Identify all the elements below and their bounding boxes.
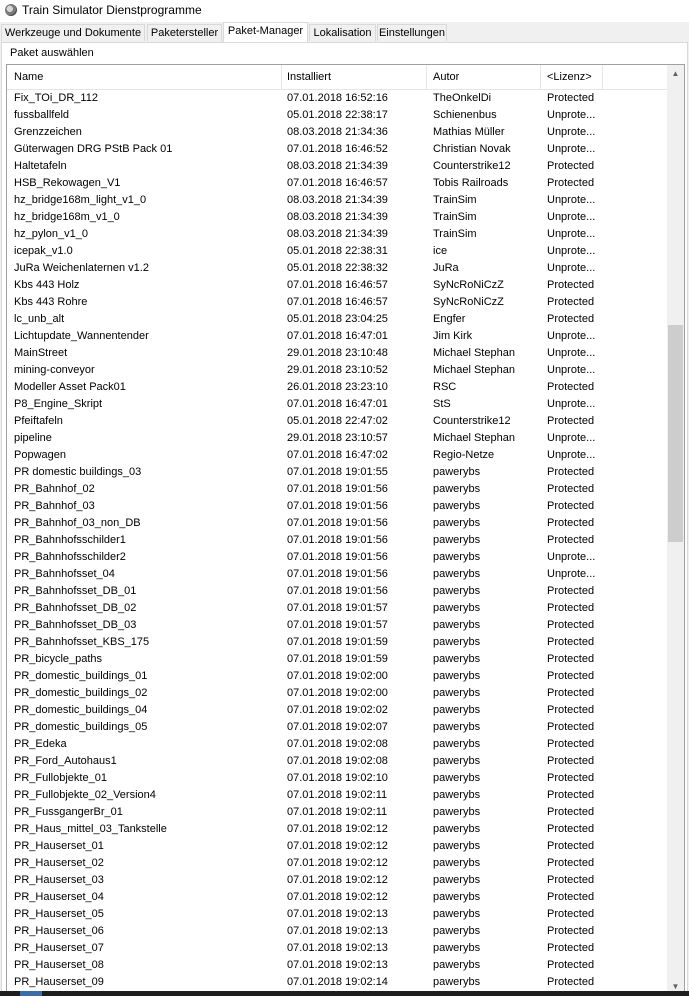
cell-installed: 08.03.2018 21:34:39 (287, 211, 388, 223)
column-header-author[interactable]: Autor (433, 71, 460, 83)
cell-installed: 07.01.2018 16:52:16 (287, 92, 388, 104)
cell-author: pawerybs (433, 959, 481, 971)
cell-installed: 26.01.2018 23:23:10 (287, 381, 388, 393)
cell-installed: 05.01.2018 23:04:25 (287, 313, 388, 325)
cell-installed: 07.01.2018 19:01:56 (287, 500, 388, 512)
cell-author: Counterstrike12 (433, 415, 511, 427)
cell-author: pawerybs (433, 585, 481, 597)
cell-license: Protected (547, 823, 595, 835)
table-row[interactable] (7, 838, 669, 855)
cell-installed: 08.03.2018 21:34:39 (287, 160, 388, 172)
cell-author: pawerybs (433, 619, 481, 631)
table-row[interactable] (7, 634, 669, 651)
cell-license: Protected (547, 177, 595, 189)
vertical-scrollbar[interactable] (667, 65, 684, 995)
cell-name: PR_Edeka (14, 738, 67, 750)
table-row[interactable] (7, 872, 669, 889)
table-row[interactable] (7, 770, 669, 787)
cell-author: ice (433, 245, 448, 257)
cell-author: pawerybs (433, 823, 481, 835)
cell-installed: 07.01.2018 19:01:56 (287, 551, 388, 563)
cell-name: P8_Engine_Skript (14, 398, 103, 410)
cell-installed: 07.01.2018 19:02:12 (287, 891, 388, 903)
cell-installed: 07.01.2018 16:46:52 (287, 143, 388, 155)
cell-name: PR_Bahnhof_03 (14, 500, 95, 512)
cell-installed: 07.01.2018 19:01:55 (287, 466, 388, 478)
table-row[interactable] (7, 787, 669, 804)
taskbar-edge (0, 991, 689, 996)
table-row[interactable] (7, 124, 669, 141)
cell-author: pawerybs (433, 568, 481, 580)
cell-author: Mathias Müller (433, 126, 505, 138)
table-row[interactable] (7, 702, 669, 719)
cell-author: Michael Stephan (433, 432, 515, 444)
cell-name: PR_Bahnhofsschilder2 (14, 551, 126, 563)
cell-name: PR_Hauserset_02 (14, 857, 104, 869)
cell-installed: 07.01.2018 19:02:13 (287, 908, 388, 920)
cell-installed: 05.01.2018 22:38:31 (287, 245, 388, 257)
tab-einstellungen[interactable]: Einstellungen (377, 24, 447, 41)
package-list[interactable] (6, 64, 685, 996)
cell-installed: 07.01.2018 19:02:13 (287, 925, 388, 937)
cell-license: Protected (547, 279, 595, 291)
cell-license: Protected (547, 789, 595, 801)
cell-name: PR_Hauserset_09 (14, 976, 104, 988)
cell-license: Protected (547, 534, 595, 546)
cell-installed: 08.03.2018 21:34:39 (287, 194, 388, 206)
cell-name: PR_bicycle_paths (14, 653, 103, 665)
cell-author: pawerybs (433, 670, 481, 682)
cell-license: Unprote... (547, 143, 596, 155)
cell-installed: 07.01.2018 19:01:59 (287, 653, 388, 665)
column-header-license[interactable]: <Lizenz> (547, 71, 592, 83)
table-row[interactable] (7, 379, 669, 396)
cell-license: Unprote... (547, 228, 596, 240)
cell-license: Unprote... (547, 245, 596, 257)
cell-license: Protected (547, 415, 595, 427)
cell-author: Regio-Netze (433, 449, 495, 461)
cell-name: hz_bridge168m_light_v1_0 (14, 194, 147, 206)
cell-installed: 07.01.2018 19:02:07 (287, 721, 388, 733)
cell-license: Protected (547, 891, 595, 903)
cell-author: pawerybs (433, 925, 481, 937)
window-title: Train Simulator Dienstprogramme (22, 3, 202, 17)
cell-license: Unprote... (547, 126, 596, 138)
cell-license: Protected (547, 840, 595, 852)
cell-installed: 07.01.2018 19:02:12 (287, 823, 388, 835)
cell-name: pipeline (14, 432, 52, 444)
cell-name: PR_Bahnhofsset_04 (14, 568, 115, 580)
cell-name: PR_FussgangerBr_01 (14, 806, 123, 818)
table-row[interactable] (7, 821, 669, 838)
cell-installed: 08.03.2018 21:34:39 (287, 228, 388, 240)
cell-installed: 07.01.2018 19:01:59 (287, 636, 388, 648)
column-header-installed[interactable]: Installiert (287, 71, 332, 83)
cell-name: PR_Hauserset_06 (14, 925, 104, 937)
table-row[interactable] (7, 668, 669, 685)
table-row[interactable] (7, 515, 669, 532)
cell-license: Unprote... (547, 262, 596, 274)
cell-author: Michael Stephan (433, 347, 515, 359)
table-row[interactable] (7, 158, 669, 175)
cell-name: PR_Fullobjekte_02_Version4 (14, 789, 156, 801)
cell-name: hz_bridge168m_v1_0 (14, 211, 120, 223)
cell-license: Protected (547, 976, 595, 988)
cell-author: pawerybs (433, 687, 481, 699)
cell-author: pawerybs (433, 840, 481, 852)
cell-installed: 29.01.2018 23:10:57 (287, 432, 388, 444)
cell-name: PR_Bahnhofsset_DB_01 (14, 585, 137, 597)
cell-license: Unprote... (547, 364, 596, 376)
table-row[interactable] (7, 957, 669, 974)
cell-installed: 29.01.2018 23:10:48 (287, 347, 388, 359)
cell-author: pawerybs (433, 976, 481, 988)
cell-license: Unprote... (547, 109, 596, 121)
table-row[interactable] (7, 345, 669, 362)
cell-name: fussballfeld (14, 109, 70, 121)
table-row[interactable] (7, 685, 669, 702)
cell-name: PR_Ford_Autohaus1 (14, 755, 117, 767)
table-row[interactable] (7, 192, 669, 209)
cell-author: pawerybs (433, 534, 481, 546)
app-icon (5, 4, 17, 16)
cell-author: SyNcRoNiCzZ (433, 279, 504, 291)
cell-installed: 07.01.2018 16:46:57 (287, 177, 388, 189)
cell-license: Protected (547, 160, 595, 172)
cell-name: MainStreet (14, 347, 68, 359)
cell-name: PR_Hauserset_03 (14, 874, 104, 886)
table-row[interactable] (7, 498, 669, 515)
cell-author: Tobis Railroads (433, 177, 509, 189)
table-row[interactable] (7, 719, 669, 736)
cell-license: Protected (547, 925, 595, 937)
cell-installed: 08.03.2018 21:34:36 (287, 126, 388, 138)
cell-name: PR_Bahnhof_03_non_DB (14, 517, 141, 529)
cell-installed: 07.01.2018 19:01:56 (287, 568, 388, 580)
group-label: Paket auswählen (10, 47, 94, 59)
table-row[interactable] (7, 141, 669, 158)
cell-license: Unprote... (547, 568, 596, 580)
cell-author: pawerybs (433, 551, 481, 563)
cell-author: pawerybs (433, 891, 481, 903)
cell-license: Protected (547, 92, 595, 104)
table-row[interactable] (7, 413, 669, 430)
table-row[interactable] (7, 804, 669, 821)
cell-installed: 07.01.2018 16:46:57 (287, 296, 388, 308)
cell-name: PR_Hauserset_01 (14, 840, 104, 852)
table-row[interactable] (7, 447, 669, 464)
cell-author: pawerybs (433, 483, 481, 495)
cell-license: Unprote... (547, 194, 596, 206)
cell-installed: 07.01.2018 19:02:12 (287, 874, 388, 886)
cell-name: PR_domestic_buildings_01 (14, 670, 148, 682)
cell-installed: 07.01.2018 19:01:56 (287, 517, 388, 529)
cell-author: pawerybs (433, 517, 481, 529)
cell-name: hz_pylon_v1_0 (14, 228, 89, 240)
cell-license: Protected (547, 772, 595, 784)
table-row[interactable] (7, 651, 669, 668)
cell-name: mining-conveyor (14, 364, 95, 376)
cell-name: Kbs 443 Rohre (14, 296, 88, 308)
cell-name: Popwagen (14, 449, 66, 461)
cell-installed: 07.01.2018 19:01:57 (287, 602, 388, 614)
cell-author: pawerybs (433, 806, 481, 818)
cell-author: pawerybs (433, 653, 481, 665)
cell-name: PR_Bahnhofsset_DB_03 (14, 619, 137, 631)
scroll-down-arrow-icon[interactable]: ▼ (671, 982, 680, 991)
cell-author: pawerybs (433, 466, 481, 478)
cell-license: Unprote... (547, 211, 596, 223)
tab-lokalisation[interactable]: Lokalisation (309, 24, 376, 41)
cell-license: Protected (547, 687, 595, 699)
cell-name: Fix_TOi_DR_112 (14, 92, 98, 104)
table-row[interactable] (7, 396, 669, 413)
table-row[interactable] (7, 362, 669, 379)
cell-license: Protected (547, 908, 595, 920)
cell-installed: 05.01.2018 22:38:17 (287, 109, 388, 121)
cell-license: Protected (547, 381, 595, 393)
cell-author: TrainSim (433, 194, 477, 206)
column-header-name[interactable]: Name (14, 71, 44, 83)
cell-name: PR_domestic_buildings_05 (14, 721, 148, 733)
cell-name: lc_unb_alt (14, 313, 65, 325)
cell-author: Engfer (433, 313, 466, 325)
table-row[interactable] (7, 906, 669, 923)
cell-license: Protected (547, 602, 595, 614)
cell-installed: 07.01.2018 19:01:56 (287, 585, 388, 597)
cell-author: pawerybs (433, 721, 481, 733)
cell-installed: 05.01.2018 22:47:02 (287, 415, 388, 427)
cell-author: pawerybs (433, 636, 481, 648)
cell-installed: 07.01.2018 19:02:08 (287, 755, 388, 767)
cell-name: PR_Haus_mittel_03_Tankstelle (14, 823, 167, 835)
cell-license: Protected (547, 755, 595, 767)
table-row[interactable] (7, 889, 669, 906)
cell-license: Protected (547, 653, 595, 665)
table-row[interactable] (7, 566, 669, 583)
cell-installed: 07.01.2018 19:02:13 (287, 942, 388, 954)
cell-author: pawerybs (433, 772, 481, 784)
cell-author: pawerybs (433, 738, 481, 750)
cell-name: PR_Bahnhofsset_DB_02 (14, 602, 137, 614)
cell-name: PR_Fullobjekte_01 (14, 772, 107, 784)
cell-name: Güterwagen DRG PStB Pack 01 (14, 143, 173, 155)
cell-installed: 07.01.2018 19:02:11 (287, 789, 388, 801)
cell-license: Protected (547, 704, 595, 716)
cell-license: Unprote... (547, 347, 596, 359)
cell-installed: 29.01.2018 23:10:52 (287, 364, 388, 376)
cell-name: Kbs 443 Holz (14, 279, 80, 291)
cell-license: Unprote... (547, 551, 596, 563)
cell-author: Christian Novak (433, 143, 511, 155)
table-row[interactable] (7, 923, 669, 940)
cell-installed: 07.01.2018 19:02:11 (287, 806, 388, 818)
cell-name: Lichtupdate_Wannentender (14, 330, 149, 342)
cell-installed: 07.01.2018 19:02:12 (287, 857, 388, 869)
tab-strip (0, 22, 689, 43)
cell-name: PR domestic buildings_03 (14, 466, 142, 478)
cell-installed: 07.01.2018 16:47:02 (287, 449, 388, 461)
cell-author: Counterstrike12 (433, 160, 511, 172)
cell-license: Protected (547, 296, 595, 308)
cell-author: pawerybs (433, 704, 481, 716)
cell-author: StS (433, 398, 451, 410)
column-divider[interactable] (602, 65, 603, 89)
cell-author: JuRa (433, 262, 459, 274)
cell-installed: 07.01.2018 19:02:10 (287, 772, 388, 784)
cell-author: Jim Kirk (433, 330, 473, 342)
cell-author: pawerybs (433, 874, 481, 886)
cell-license: Protected (547, 313, 595, 325)
cell-license: Unprote... (547, 330, 596, 342)
cell-name: icepak_v1.0 (14, 245, 73, 257)
table-row[interactable] (7, 107, 669, 124)
cell-name: Haltetafeln (14, 160, 67, 172)
table-row[interactable] (7, 90, 669, 107)
cell-author: pawerybs (433, 942, 481, 954)
table-row[interactable] (7, 600, 669, 617)
cell-installed: 07.01.2018 19:02:12 (287, 840, 388, 852)
cell-author: SyNcRoNiCzZ (433, 296, 504, 308)
table-row[interactable] (7, 583, 669, 600)
cell-author: pawerybs (433, 602, 481, 614)
list-header (7, 65, 669, 90)
cell-installed: 07.01.2018 19:02:00 (287, 687, 388, 699)
cell-installed: 07.01.2018 19:02:00 (287, 670, 388, 682)
table-row[interactable] (7, 260, 669, 277)
cell-author: pawerybs (433, 755, 481, 767)
table-row[interactable] (7, 617, 669, 634)
table-row[interactable] (7, 736, 669, 753)
cell-author: TrainSim (433, 211, 477, 223)
cell-license: Protected (547, 670, 595, 682)
table-row[interactable] (7, 464, 669, 481)
cell-name: PR_Hauserset_08 (14, 959, 104, 971)
table-row[interactable] (7, 430, 669, 447)
cell-name: Pfeiftafeln (14, 415, 63, 427)
cell-installed: 05.01.2018 22:38:32 (287, 262, 388, 274)
table-row[interactable] (7, 226, 669, 243)
cell-author: Schienenbus (433, 109, 497, 121)
cell-license: Unprote... (547, 398, 596, 410)
cell-license: Protected (547, 857, 595, 869)
cell-name: Modeller Asset Pack01 (14, 381, 126, 393)
cell-author: pawerybs (433, 857, 481, 869)
cell-license: Protected (547, 585, 595, 597)
cell-license: Protected (547, 500, 595, 512)
cell-name: PR_Bahnhofsset_KBS_175 (14, 636, 150, 648)
table-row[interactable] (7, 209, 669, 226)
table-row[interactable] (7, 855, 669, 872)
table-row[interactable] (7, 940, 669, 957)
scroll-up-arrow-icon[interactable]: ▲ (671, 69, 680, 78)
cell-name: PR_domestic_buildings_02 (14, 687, 148, 699)
cell-installed: 07.01.2018 16:47:01 (287, 330, 388, 342)
table-row[interactable] (7, 175, 669, 192)
tab-werkzeuge[interactable]: Werkzeuge und Dokumente (1, 24, 145, 41)
cell-name: PR_Hauserset_05 (14, 908, 104, 920)
cell-license: Protected (547, 483, 595, 495)
cell-installed: 07.01.2018 19:01:56 (287, 483, 388, 495)
cell-name: PR_Hauserset_04 (14, 891, 104, 903)
cell-license: Protected (547, 806, 595, 818)
tab-paketersteller[interactable]: Paketersteller (147, 24, 222, 41)
cell-license: Protected (547, 466, 595, 478)
cell-license: Protected (547, 942, 595, 954)
cell-name: PR_Bahnhofsschilder1 (14, 534, 126, 546)
cell-name: Grenzzeichen (14, 126, 82, 138)
cell-name: PR_Bahnhof_02 (14, 483, 95, 495)
cell-license: Protected (547, 874, 595, 886)
table-row[interactable] (7, 974, 669, 991)
cell-name: PR_Hauserset_07 (14, 942, 104, 954)
cell-installed: 07.01.2018 19:02:02 (287, 704, 388, 716)
cell-author: TrainSim (433, 228, 477, 240)
cell-installed: 07.01.2018 19:02:14 (287, 976, 388, 988)
cell-author: pawerybs (433, 500, 481, 512)
cell-license: Protected (547, 636, 595, 648)
cell-author: pawerybs (433, 908, 481, 920)
table-row[interactable] (7, 328, 669, 345)
table-row[interactable] (7, 243, 669, 260)
cell-license: Protected (547, 619, 595, 631)
cell-name: HSB_Rekowagen_V1 (14, 177, 121, 189)
table-row[interactable] (7, 753, 669, 770)
cell-installed: 07.01.2018 19:01:56 (287, 534, 388, 546)
table-row[interactable] (7, 294, 669, 311)
table-row[interactable] (7, 532, 669, 549)
cell-installed: 07.01.2018 16:46:57 (287, 279, 388, 291)
cell-name: PR_domestic_buildings_04 (14, 704, 148, 716)
cell-author: pawerybs (433, 789, 481, 801)
title-bar (0, 0, 689, 22)
cell-name: JuRa Weichenlaternen v1.2 (14, 262, 149, 274)
cell-license: Protected (547, 959, 595, 971)
table-row[interactable] (7, 549, 669, 566)
table-row[interactable] (7, 481, 669, 498)
cell-author: RSC (433, 381, 457, 393)
cell-license: Unprote... (547, 449, 596, 461)
cell-installed: 07.01.2018 19:02:08 (287, 738, 388, 750)
cell-author: TheOnkelDi (433, 92, 492, 104)
table-row[interactable] (7, 277, 669, 294)
cell-installed: 07.01.2018 16:47:01 (287, 398, 388, 410)
cell-license: Protected (547, 517, 595, 529)
tab-paket-manager[interactable]: Paket-Manager (223, 22, 308, 43)
cell-author: Michael Stephan (433, 364, 515, 376)
table-row[interactable] (7, 311, 669, 328)
scroll-thumb[interactable] (668, 325, 683, 542)
cell-license: Protected (547, 721, 595, 733)
cell-installed: 07.01.2018 19:02:13 (287, 959, 388, 971)
cell-license: Unprote... (547, 432, 596, 444)
cell-license: Protected (547, 738, 595, 750)
cell-installed: 07.01.2018 19:01:57 (287, 619, 388, 631)
